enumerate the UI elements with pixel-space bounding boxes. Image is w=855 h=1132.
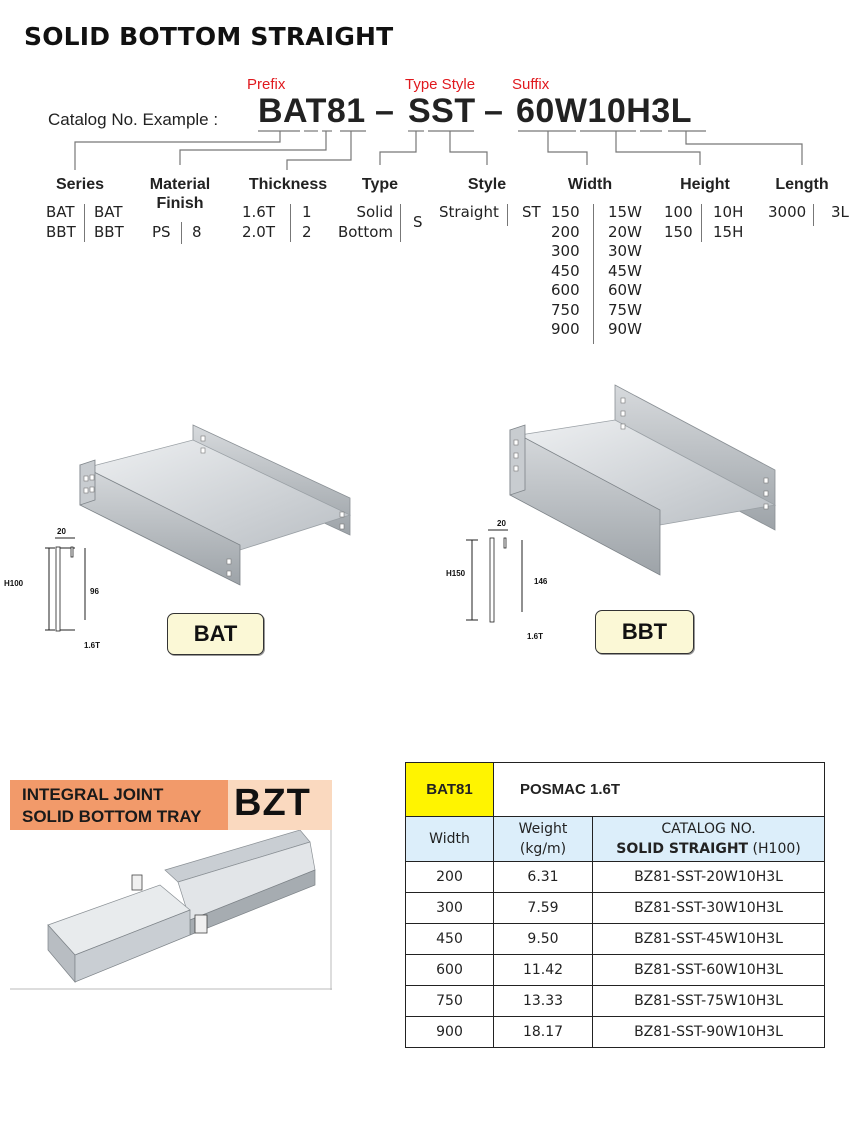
width-code-200: 200	[551, 223, 580, 241]
spec-table	[405, 762, 825, 1048]
material-divider	[181, 222, 182, 244]
width-value-90w: 90W	[608, 320, 642, 338]
width-value-20w: 20W	[608, 223, 642, 241]
type-value: S	[413, 213, 423, 231]
height-header: Height	[680, 176, 730, 193]
bbt-dim-thickness: 1.6T	[527, 632, 544, 641]
table-row	[406, 955, 825, 986]
page-title: SOLID BOTTOM STRAIGHT	[24, 22, 394, 51]
bbt-dim-height: H150	[446, 569, 466, 578]
spec-material-cell: POSMAC 1.6T	[494, 763, 825, 817]
width-code-150: 150	[551, 203, 580, 221]
spec-row-width: 600	[406, 955, 494, 986]
spec-row-catalog: BZ81-SST-90W10H3L	[593, 1017, 825, 1048]
style-code: Straight	[439, 203, 499, 221]
bzt-joint-illustration	[10, 830, 332, 990]
series-divider	[84, 204, 85, 242]
catalog-dash-1: –	[375, 92, 395, 130]
table-row	[406, 1017, 825, 1048]
width-value-75w: 75W	[608, 301, 642, 319]
spec-header-weight-line1: Weight	[518, 821, 568, 837]
spec-row-weight: 11.42	[494, 955, 593, 986]
thickness-code-1: 1.6T	[242, 203, 276, 221]
bbt-dim-inner: 146	[534, 577, 548, 586]
bzt-header	[10, 780, 332, 830]
thickness-code-2: 2.0T	[242, 223, 276, 241]
height-value-10h: 10H	[713, 203, 744, 221]
table-row	[406, 924, 825, 955]
spec-row-catalog: BZ81-SST-30W10H3L	[593, 893, 825, 924]
width-value-45w: 45W	[608, 262, 642, 280]
bat-dim-height: H100	[4, 579, 24, 588]
width-header: Width	[567, 176, 613, 193]
height-value-15h: 15H	[713, 223, 744, 241]
width-value-15w: 15W	[608, 203, 642, 221]
catalog-part-suffix: 60W10H3L	[516, 92, 692, 130]
spec-header-width: Width	[406, 817, 494, 862]
table-row	[406, 862, 825, 893]
series-code-bat: BAT	[46, 203, 75, 221]
spec-row-width: 200	[406, 862, 494, 893]
width-divider	[593, 204, 594, 344]
spec-row-weight: 6.31	[494, 862, 593, 893]
length-code: 3000	[768, 203, 807, 221]
material-code: PS	[152, 223, 171, 241]
height-divider	[701, 204, 702, 242]
width-value-60w: 60W	[608, 281, 642, 299]
width-code-450: 450	[551, 262, 580, 280]
material-value: 8	[192, 223, 202, 241]
spec-row-width: 900	[406, 1017, 494, 1048]
spec-header-catalog-line2	[593, 839, 824, 859]
table-row	[406, 986, 825, 1017]
series-value-bbt: BBT	[94, 223, 124, 241]
spec-header-weight	[494, 817, 593, 862]
bat-label-badge: BAT	[167, 613, 264, 655]
series-header: Series	[55, 176, 105, 193]
type-code-2: Bottom	[337, 223, 393, 241]
thickness-header: Thickness	[248, 176, 328, 193]
material-header-line1: Material	[149, 176, 211, 193]
length-header: Length	[775, 176, 829, 193]
catalog-part-prefix: BAT81	[258, 92, 366, 130]
type-divider	[400, 204, 401, 242]
spec-row-weight: 9.50	[494, 924, 593, 955]
bat-dim-thickness: 1.6T	[84, 641, 101, 650]
type-style-label: Type Style	[405, 76, 476, 93]
type-header: Type	[361, 176, 399, 193]
width-value-30w: 30W	[608, 242, 642, 260]
length-value: 3L	[831, 203, 849, 221]
spec-row-width: 450	[406, 924, 494, 955]
spec-row-weight: 18.17	[494, 1017, 593, 1048]
bbt-dim-width: 20	[497, 519, 506, 528]
catalog-dash-2: –	[484, 92, 504, 130]
spec-row-catalog: BZ81-SST-45W10H3L	[593, 924, 825, 955]
spec-header-catalog	[593, 817, 825, 862]
thickness-divider	[290, 204, 291, 242]
spec-row-weight: 13.33	[494, 986, 593, 1017]
type-code-1: Solid	[356, 203, 393, 221]
length-divider	[813, 204, 814, 226]
bzt-code: BZT	[234, 782, 311, 824]
bat-dim-width: 20	[57, 527, 66, 536]
catalog-part-type-style: SST	[408, 92, 476, 130]
prefix-label: Prefix	[247, 76, 286, 93]
spec-row-width: 750	[406, 986, 494, 1017]
catalog-connector-lines	[0, 0, 855, 200]
spec-row-catalog: BZ81-SST-20W10H3L	[593, 862, 825, 893]
catalog-example-label: Catalog No. Example :	[48, 110, 219, 129]
spec-row-catalog: BZ81-SST-75W10H3L	[593, 986, 825, 1017]
thickness-value-2: 2	[302, 223, 312, 241]
width-code-300: 300	[551, 242, 580, 260]
suffix-label: Suffix	[512, 76, 550, 93]
thickness-value-1: 1	[302, 203, 312, 221]
material-header-line2: Finish	[156, 195, 204, 212]
spec-row-width: 300	[406, 893, 494, 924]
width-code-600: 600	[551, 281, 580, 299]
bzt-title-line2: SOLID BOTTOM TRAY	[22, 807, 202, 826]
style-value: ST	[522, 203, 541, 221]
spec-row-weight: 7.59	[494, 893, 593, 924]
bzt-title-line1: INTEGRAL JOINT	[22, 785, 164, 804]
width-code-750: 750	[551, 301, 580, 319]
spec-header-catalog-bold: SOLID STRAIGHT	[616, 841, 749, 857]
width-code-900: 900	[551, 320, 580, 338]
series-value-bat: BAT	[94, 203, 123, 221]
spec-row-catalog: BZ81-SST-60W10H3L	[593, 955, 825, 986]
series-code-bbt: BBT	[46, 223, 76, 241]
spec-header-weight-line2: (kg/m)	[519, 841, 567, 857]
spec-header-catalog-rest: (H100)	[748, 841, 801, 857]
height-code-100: 100	[664, 203, 693, 221]
spec-model-cell: BAT81	[406, 763, 494, 817]
style-divider	[507, 204, 508, 226]
style-header: Style	[467, 176, 507, 193]
spec-header-catalog-line1: CATALOG NO.	[661, 821, 756, 837]
height-code-150: 150	[664, 223, 693, 241]
bbt-label-badge: BBT	[595, 610, 694, 654]
bat-dim-inner: 96	[90, 587, 99, 596]
table-row	[406, 893, 825, 924]
